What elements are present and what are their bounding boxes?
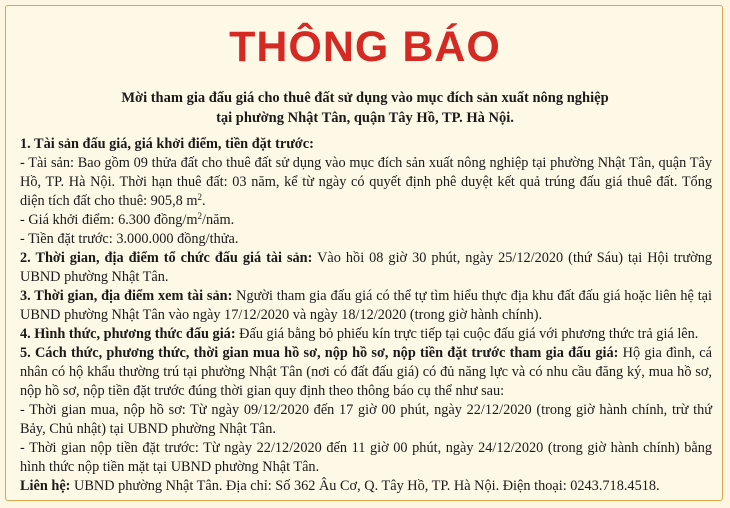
section-1-asset: - Tài sản: Bao gồm 09 thửa đất cho thuê đất sử dụng vào mục đích sản xuất nông nghiệp tại phường Nhật Tân, quận Tây Hồ, TP. Hà Nội. Thời hạn thuê đất: 03 năm, kể từ ngày có quyết định phê duyệt kết quả trúng đấu giá thuê đất. Tổng diện tích đất cho thuê: 905,8 $m^2$. [20, 155, 712, 209]
section-1-starting-price: - Giá khởi điểm: 6.300 đồng/$m^2$/năm. [20, 211, 235, 228]
section-3: 3. Thời gian, địa điểm xem tài sản: Người tham gia đấu giá có thể tự tìm hiểu thực địa khu đất đấu giá hoặc liên hệ tại UBND phường Nhật Tân vào ngày 17/12/2020 và ngày 18/12/2020 (trong giờ hành chính). [20, 288, 712, 323]
section-5-item-1: - Thời gian mua, nộp hồ sơ: Từ ngày 09/12/2020 đến 17 giờ 00 phút, ngày 22/12/2020 (trong giờ hành chính, trừ thứ Bảy, Chủ nhật) tại UBND phường Nhật Tân. [20, 402, 712, 437]
section-4: 4. Hình thức, phương thức đấu giá: Đấu giá bằng bỏ phiếu kín trực tiếp tại cuộc đấu giá với phương thức trả giá lên. [20, 326, 699, 342]
notice-title: THÔNG BÁO [229, 23, 501, 71]
section-1-heading: 1. Tài sản đấu giá, giá khởi điểm, tiền đặt trước: [20, 136, 314, 152]
section-5-heading: 5. Cách thức, phương thức, thời gian mua hồ sơ, nộp hồ sơ, nộp tiền đặt trước tham gia đấu giá: [20, 345, 619, 361]
section-5: 5. Cách thức, phương thức, thời gian mua hồ sơ, nộp hồ sơ, nộp tiền đặt trước tham gia đấu giá: Hộ gia đình, cá nhân có hộ khẩu thường trú tại phường Nhật Tân (nơi có đất đấu giá) có đủ năng lực và có nhu cầu đăng ký, mua hồ sơ, nộp hồ sơ, nộp tiền đặt trước đúng thời gian quy định theo thông báo cụ thể như sau: [20, 345, 712, 399]
section-2-heading: 2. Thời gian, địa điểm tổ chức đấu giá tài sản: [20, 250, 313, 266]
section-3-heading: 3. Thời gian, địa điểm xem tài sản: [20, 288, 233, 304]
contact-heading: Liên hệ: [20, 478, 71, 494]
section-4-heading: 4. Hình thức, phương thức đấu giá: [20, 326, 236, 342]
section-2: 2. Thời gian, địa điểm tổ chức đấu giá tài sản: Vào hồi 08 giờ 30 phút, ngày 25/12/2020 (thứ Sáu) tại Hội trường UBND phường Nhật Tân. [20, 250, 712, 285]
section-5-item-2: - Thời gian nộp tiền đặt trước: Từ ngày 22/12/2020 đến 11 giờ 00 phút, ngày 24/12/2020 (trong giờ hành chính) bằng hình thức nộp tiền mặt tại UBND phường Nhật Tân. [20, 440, 712, 475]
contact-line: Liên hệ: UBND phường Nhật Tân. Địa chỉ: Số 362 Âu Cơ, Q. Tây Hồ, TP. Hà Nội. Điện thoại: 0243.718.4518. [20, 478, 660, 494]
notice-body [20, 135, 712, 496]
section-1-deposit: - Tiền đặt trước: 3.000.000 đồng/thửa. [20, 231, 239, 247]
subtitle-line-2: tại phường Nhật Tân, quận Tây Hồ, TP. Hà Nội. [216, 110, 514, 126]
notice-subtitle [0, 88, 730, 128]
subtitle-line-1: Mời tham gia đấu giá cho thuê đất sử dụng vào mục đích sản xuất nông nghiệp [121, 90, 609, 106]
